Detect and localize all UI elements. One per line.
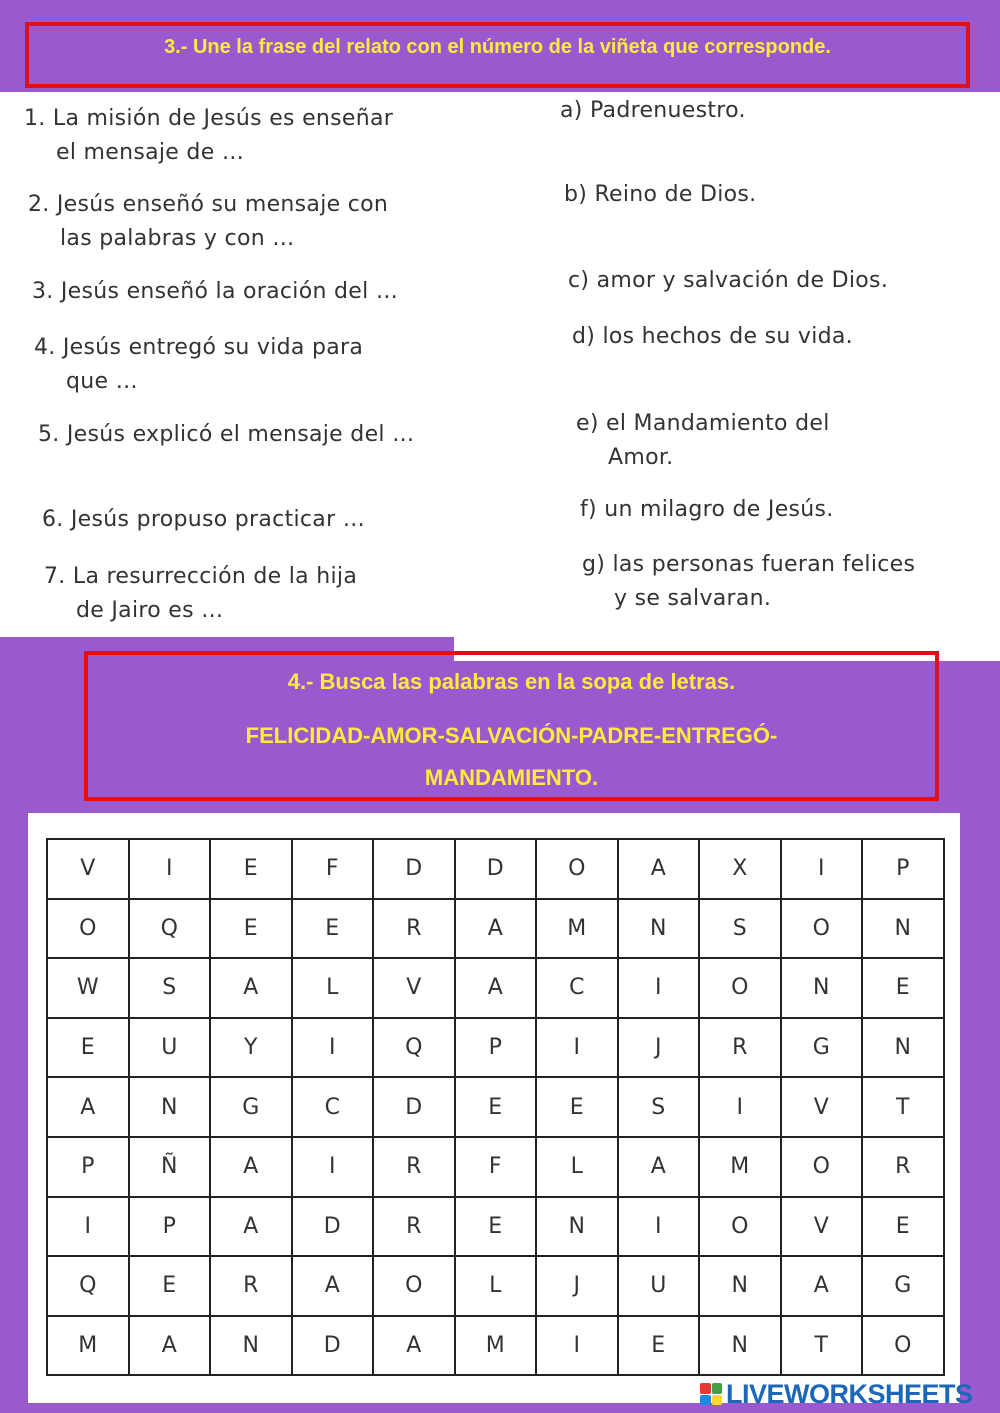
grid-cell[interactable]: R <box>373 1197 455 1257</box>
grid-cell[interactable]: D <box>455 839 537 899</box>
answer-g-line1: g) las personas fueran felices <box>582 552 916 577</box>
grid-cell[interactable]: P <box>129 1197 211 1257</box>
grid-cell[interactable]: A <box>373 1316 455 1376</box>
grid-cell[interactable]: M <box>455 1316 537 1376</box>
grid-cell[interactable]: O <box>781 1137 863 1197</box>
item-1-line2: el mensaje de … <box>56 140 245 165</box>
grid-cell[interactable]: C <box>292 1077 374 1137</box>
answer-e-line2: Amor. <box>608 445 674 470</box>
grid-cell[interactable]: O <box>47 899 129 959</box>
answer-g <box>582 548 915 616</box>
grid-cell[interactable]: R <box>862 1137 944 1197</box>
grid-cell[interactable]: X <box>699 839 781 899</box>
grid-cell[interactable]: I <box>292 1137 374 1197</box>
grid-cell[interactable]: N <box>862 899 944 959</box>
grid-cell[interactable]: O <box>536 839 618 899</box>
grid-cell[interactable]: A <box>210 958 292 1018</box>
grid-cell[interactable]: D <box>292 1197 374 1257</box>
grid-cell[interactable]: F <box>292 839 374 899</box>
answer-a <box>560 94 746 128</box>
grid-cell[interactable]: Q <box>47 1256 129 1316</box>
grid-cell[interactable]: I <box>699 1077 781 1137</box>
grid-cell[interactable]: Q <box>129 899 211 959</box>
grid-row <box>47 1018 944 1078</box>
grid-cell[interactable]: E <box>536 1077 618 1137</box>
answer-e <box>576 407 830 475</box>
grid-cell[interactable]: A <box>781 1256 863 1316</box>
grid-cell[interactable]: N <box>536 1197 618 1257</box>
answer-d-line1: d) los hechos de su vida. <box>572 324 853 349</box>
item-7 <box>44 560 357 628</box>
grid-cell[interactable]: E <box>455 1077 537 1137</box>
grid-cell[interactable]: W <box>47 958 129 1018</box>
answer-g-line2: y se salvaran. <box>614 586 772 611</box>
grid-row <box>47 1197 944 1257</box>
grid-cell[interactable]: L <box>455 1256 537 1316</box>
item-7-line1: 7. La resurrección de la hija <box>44 564 358 589</box>
grid-cell[interactable]: U <box>618 1256 700 1316</box>
item-1 <box>24 102 393 170</box>
grid-cell[interactable]: Y <box>210 1018 292 1078</box>
grid-cell[interactable]: A <box>210 1137 292 1197</box>
grid-cell[interactable]: V <box>47 839 129 899</box>
item-2 <box>28 188 388 256</box>
word-search-grid <box>46 838 945 1376</box>
item-4-line2: que … <box>66 369 138 394</box>
grid-cell[interactable]: N <box>862 1018 944 1078</box>
grid-cell[interactable]: T <box>862 1077 944 1137</box>
grid-cell[interactable]: A <box>129 1316 211 1376</box>
grid-cell[interactable]: M <box>699 1137 781 1197</box>
grid-cell[interactable]: J <box>618 1018 700 1078</box>
answer-f-line1: f) un milagro de Jesús. <box>580 497 834 522</box>
section3-title-box <box>25 22 970 88</box>
section4-word-list: FELICIDAD-AMOR-SALVACIÓN-PADRE-ENTREGÓ-MANDAMIENTO. <box>245 723 778 790</box>
grid-cell[interactable]: I <box>618 958 700 1018</box>
item-1-line1: 1. La misión de Jesús es enseñar <box>24 106 394 131</box>
item-2-line1: 2. Jesús enseñó su mensaje con <box>28 192 389 217</box>
grid-cell[interactable]: A <box>618 839 700 899</box>
grid-cell[interactable]: D <box>373 839 455 899</box>
grid-cell[interactable]: O <box>862 1316 944 1376</box>
grid-cell[interactable]: R <box>210 1256 292 1316</box>
grid-cell[interactable]: C <box>536 958 618 1018</box>
grid-cell[interactable]: L <box>536 1137 618 1197</box>
grid-cell[interactable]: P <box>47 1137 129 1197</box>
grid-cell[interactable]: N <box>781 958 863 1018</box>
answer-a-line1: a) Padrenuestro. <box>560 98 746 123</box>
grid-cell[interactable]: I <box>536 1018 618 1078</box>
item-7-line2: de Jairo es … <box>76 598 224 623</box>
grid-cell[interactable]: E <box>292 899 374 959</box>
grid-cell[interactable]: A <box>455 958 537 1018</box>
answer-c <box>568 264 888 298</box>
grid-cell[interactable]: I <box>47 1197 129 1257</box>
item-2-line2: las palabras y con … <box>60 226 295 251</box>
grid-cell[interactable]: M <box>47 1316 129 1376</box>
grid-cell[interactable]: O <box>699 958 781 1018</box>
grid-cell[interactable]: N <box>129 1077 211 1137</box>
grid-cell[interactable]: N <box>699 1316 781 1376</box>
grid-row <box>47 1256 944 1316</box>
grid-cell[interactable]: E <box>47 1018 129 1078</box>
answer-c-line1: c) amor y salvación de Dios. <box>568 268 889 293</box>
grid-cell[interactable]: T <box>781 1316 863 1376</box>
item-3-line1: 3. Jesús enseñó la oración del … <box>32 279 399 304</box>
grid-cell[interactable]: V <box>781 1077 863 1137</box>
grid-cell[interactable]: R <box>373 899 455 959</box>
grid-cell[interactable]: E <box>618 1316 700 1376</box>
grid-row <box>47 1077 944 1137</box>
section3-title: 3.- Une la frase del relato con el número de la viñeta que corresponde. <box>164 35 831 58</box>
grid-row <box>47 958 944 1018</box>
grid-cell[interactable]: I <box>781 839 863 899</box>
item-4 <box>34 331 363 399</box>
grid-cell[interactable]: A <box>618 1137 700 1197</box>
grid-cell[interactable]: S <box>618 1077 700 1137</box>
grid-cell[interactable]: P <box>862 839 944 899</box>
grid-cell[interactable]: R <box>373 1137 455 1197</box>
grid-cell[interactable]: E <box>862 958 944 1018</box>
grid-cell[interactable]: E <box>210 839 292 899</box>
item-5-line1: 5. Jesús explicó el mensaje del … <box>38 422 415 447</box>
grid-cell[interactable]: E <box>129 1256 211 1316</box>
grid-cell[interactable]: A <box>292 1256 374 1316</box>
grid-cell[interactable]: A <box>210 1197 292 1257</box>
grid-cell[interactable]: G <box>781 1018 863 1078</box>
grid-cell[interactable]: L <box>292 958 374 1018</box>
grid-cell[interactable]: D <box>373 1077 455 1137</box>
answer-d <box>572 320 853 354</box>
grid-cell[interactable]: P <box>455 1018 537 1078</box>
grid-cell[interactable]: A <box>47 1077 129 1137</box>
grid-cell[interactable]: N <box>210 1316 292 1376</box>
grid-cell[interactable]: N <box>699 1256 781 1316</box>
grid-row <box>47 839 944 899</box>
grid-cell[interactable]: R <box>699 1018 781 1078</box>
section4-title-box <box>84 651 939 801</box>
grid-cell[interactable]: F <box>455 1137 537 1197</box>
grid-cell[interactable]: E <box>455 1197 537 1257</box>
grid-cell[interactable]: V <box>373 958 455 1018</box>
grid-cell[interactable]: I <box>292 1018 374 1078</box>
grid-cell[interactable]: U <box>129 1018 211 1078</box>
grid-row <box>47 1137 944 1197</box>
grid-cell[interactable]: I <box>129 839 211 899</box>
grid-cell[interactable]: D <box>292 1316 374 1376</box>
liveworksheets-watermark <box>700 1378 973 1410</box>
grid-cell[interactable]: E <box>862 1197 944 1257</box>
answer-f <box>580 493 834 527</box>
grid-cell[interactable]: S <box>699 899 781 959</box>
grid-cell[interactable]: G <box>862 1256 944 1316</box>
grid-cell[interactable]: O <box>699 1197 781 1257</box>
answer-b-line1: b) Reino de Dios. <box>564 182 757 207</box>
grid-cell[interactable]: J <box>536 1256 618 1316</box>
grid-cell[interactable]: I <box>618 1197 700 1257</box>
answer-b <box>564 178 756 212</box>
liveworksheets-logo-icon <box>700 1383 722 1405</box>
grid-row <box>47 899 944 959</box>
grid-cell[interactable]: A <box>455 899 537 959</box>
grid-row <box>47 1316 944 1376</box>
grid-cell[interactable]: Ñ <box>129 1137 211 1197</box>
grid-cell[interactable]: V <box>781 1197 863 1257</box>
watermark-text: LIVEWORKSHEETS <box>726 1378 973 1409</box>
grid-cell[interactable]: O <box>781 899 863 959</box>
grid-cell[interactable]: G <box>210 1077 292 1137</box>
grid-cell[interactable]: S <box>129 958 211 1018</box>
item-3 <box>32 275 398 309</box>
item-6-line1: 6. Jesús propuso practicar … <box>42 507 366 532</box>
item-5 <box>38 418 414 452</box>
grid-cell[interactable]: O <box>373 1256 455 1316</box>
grid-cell[interactable]: Q <box>373 1018 455 1078</box>
grid-cell[interactable]: M <box>536 899 618 959</box>
item-6 <box>42 503 365 537</box>
item-4-line1: 4. Jesús entregó su vida para <box>34 335 364 360</box>
answer-e-line1: e) el Mandamiento del <box>576 411 830 436</box>
section4-title: 4.- Busca las palabras en la sopa de letras. <box>287 669 736 694</box>
grid-cell[interactable]: N <box>618 899 700 959</box>
grid-cell[interactable]: I <box>536 1316 618 1376</box>
grid-cell[interactable]: E <box>210 899 292 959</box>
